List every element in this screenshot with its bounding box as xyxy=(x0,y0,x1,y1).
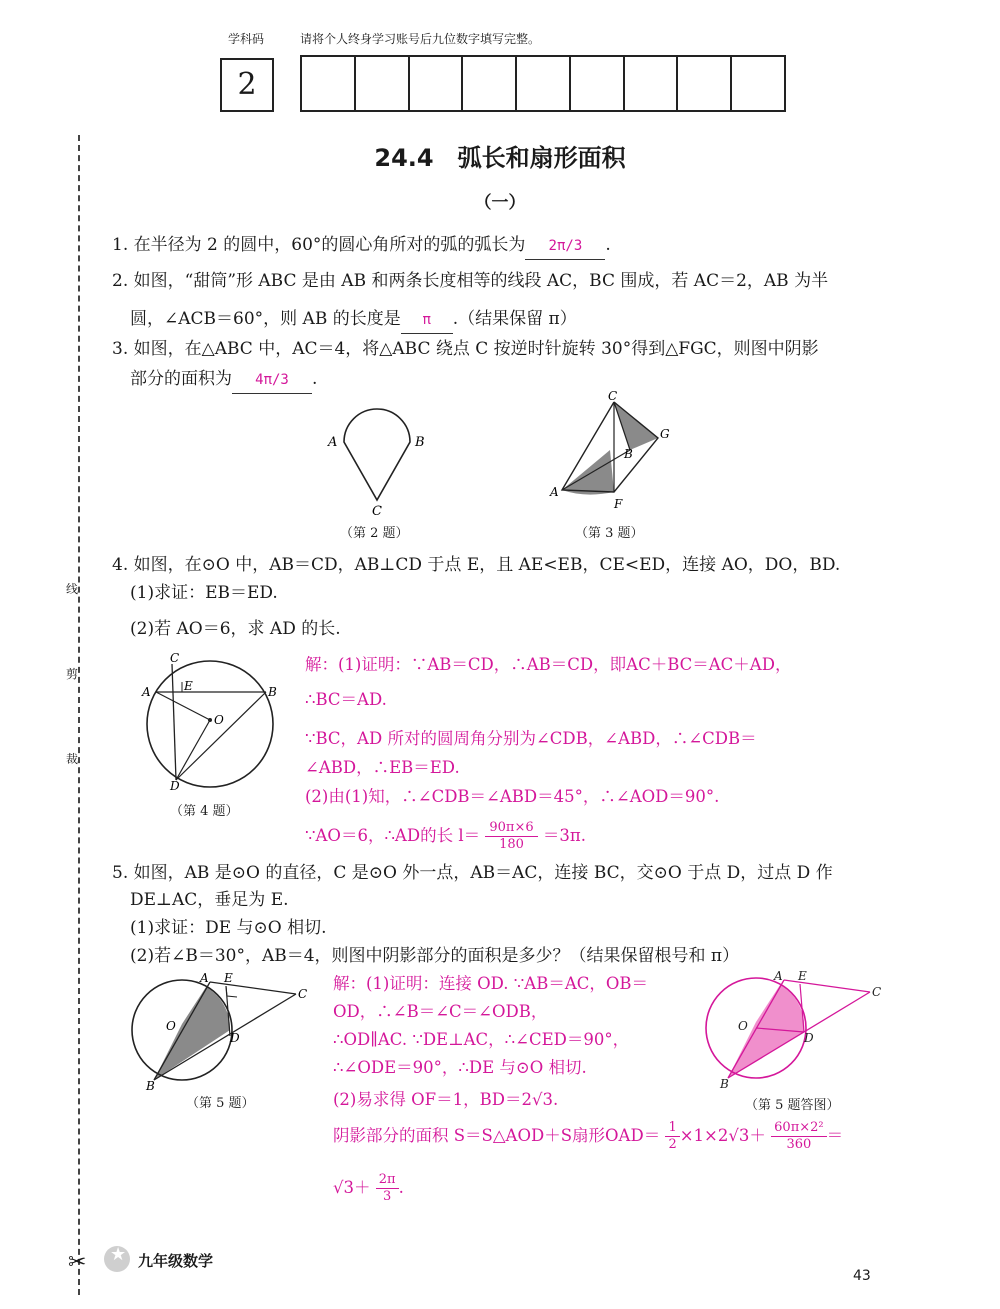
account-digit-box[interactable] xyxy=(571,57,625,110)
fig2-label-a: A xyxy=(328,435,338,450)
subject-code-box: 2 xyxy=(220,58,274,112)
subject-code-label: 学科码 xyxy=(228,32,265,46)
fig5ans-label-e: E xyxy=(798,970,807,983)
margin-mark-trim: 裁 xyxy=(66,752,79,766)
solution-5-sqrt: √3＋ xyxy=(333,1178,371,1197)
fig5-shaded xyxy=(154,987,230,1080)
fig3-label-c: C xyxy=(608,390,618,403)
solution-5-line1: 解：(1)证明：连接 OD. ∵AB＝AC，OB＝ xyxy=(333,974,649,993)
fig4-label-a: A xyxy=(142,685,151,699)
question-4-line1: 4. 如图，在⊙O 中，AB＝CD，AB⊥CD 于点 E，且 AE<EB，CE<ED，连接 AO，DO，BD. xyxy=(112,555,841,575)
fig5ans-label-a: A xyxy=(774,970,783,983)
solution-4-line6 xyxy=(305,820,586,853)
fig5-ac xyxy=(210,982,296,994)
solution-5-line2: OD，∴∠B＝∠C＝∠ODB， xyxy=(333,1002,548,1021)
footer-grade: 九年级数学 xyxy=(138,1252,214,1270)
fig5ans-ac xyxy=(784,980,870,992)
figure-5-answer-caption: （第 5 题答图） xyxy=(745,1098,840,1113)
scissors-icon: ✂ xyxy=(68,1250,87,1275)
solution-4-result: ＝3π. xyxy=(542,826,586,845)
page-title: 24.4 弧长和扇形面积 xyxy=(374,144,626,172)
half-numerator: 1 xyxy=(665,1120,679,1137)
final-numerator: 2π xyxy=(376,1172,399,1189)
figure-3 xyxy=(540,390,680,520)
sector-numerator: 60π×2² xyxy=(771,1120,826,1137)
question-2-text: 圆，∠ACB＝60°，则 AB 的长度是 xyxy=(130,309,401,329)
question-1-answer: 2π/3 xyxy=(525,233,605,260)
margin-mark-cut: 剪 xyxy=(66,667,79,681)
fig5-label-c: C xyxy=(298,987,308,1001)
fig4-cd xyxy=(172,664,176,780)
fig4-label-o: O xyxy=(214,713,224,727)
fig5ans-label-d: D xyxy=(804,1031,814,1045)
solution-5-half xyxy=(665,1120,679,1153)
account-digit-box[interactable] xyxy=(356,57,410,110)
account-digit-box[interactable] xyxy=(410,57,464,110)
margin-mark-line: 线 xyxy=(66,582,79,596)
question-5-part1: (1)求证：DE 与⊙O 相切. xyxy=(130,918,327,938)
fig3-label-b: B xyxy=(624,447,633,461)
page-number: 43 xyxy=(853,1268,871,1284)
solution-5-line6 xyxy=(333,1120,843,1153)
fig4-do xyxy=(176,720,210,780)
question-2-note: .（结果保留 π） xyxy=(452,309,577,329)
solution-5-equals: ＝ xyxy=(826,1126,844,1145)
fig3-label-g: G xyxy=(660,427,670,441)
fig5-label-d: D xyxy=(230,1031,240,1045)
solution-5-line7 xyxy=(333,1172,404,1205)
account-digit-box[interactable] xyxy=(678,57,732,110)
account-number-boxes[interactable] xyxy=(300,55,786,112)
fig4-ao xyxy=(156,692,210,720)
solution-4-line4: ∠ABD，∴EB＝ED. xyxy=(305,758,460,777)
solution-4-line1: 解：(1)证明：∵AB＝CD，∴AB＝CD，即AC＋BC＝AC＋AD， xyxy=(305,655,792,674)
fig2-label-b: B xyxy=(415,435,425,450)
question-1-text: 1. 在半径为 2 的圆中，60°的圆心角所对的弧的弧长为 xyxy=(112,235,526,255)
question-5-line1: 5. 如图，AB 是⊙O 的直径，C 是⊙O 外一点，AB＝AC，连接 BC，交⊙O 于点 D，过点 D 作 xyxy=(112,863,833,883)
fig4-label-d: D xyxy=(170,779,180,790)
fig2-label-c: C xyxy=(372,504,382,519)
figure-5 xyxy=(126,972,326,1092)
fig5-label-b: B xyxy=(146,1079,155,1092)
fig5ans-label-b: B xyxy=(720,1077,729,1090)
fraction-numerator: 90π×6 xyxy=(485,820,537,837)
account-digit-box[interactable] xyxy=(517,57,571,110)
cone-shape xyxy=(344,409,410,500)
fig4-label-c: C xyxy=(170,651,180,665)
solution-5-period: . xyxy=(398,1178,404,1197)
fig4-bd xyxy=(176,692,266,780)
account-digit-box[interactable] xyxy=(463,57,517,110)
fraction-denominator: 180 xyxy=(499,837,524,852)
solution-4-line6-text: ∵AO＝6，∴AD的长 l＝ xyxy=(305,826,481,845)
question-3-line1: 3. 如图，在△ABC 中，AC＝4，将△ABC 绕点 C 按逆时针旋转 30°得到△FGC，则图中阴影 xyxy=(112,339,819,359)
fig3-shaded-lower xyxy=(562,450,614,495)
figure-4-caption: （第 4 题） xyxy=(170,804,239,819)
question-4-part2: (2)若 AO＝6，求 AD 的长. xyxy=(130,619,341,639)
fig4-label-b: B xyxy=(268,685,277,699)
question-2-answer: π xyxy=(401,307,453,334)
question-1-end: . xyxy=(605,235,611,255)
question-1 xyxy=(112,232,611,260)
question-5-part2: (2)若∠B＝30°，AB＝4，则图中阴影部分的面积是多少？（结果保留根号和 π） xyxy=(130,946,740,966)
half-denominator: 2 xyxy=(668,1137,677,1152)
question-5-line2: DE⊥AC，垂足为 E. xyxy=(130,890,289,910)
solution-5-final-fraction xyxy=(376,1172,399,1205)
figure-5-caption: （第 5 题） xyxy=(186,1096,255,1111)
account-digit-box[interactable] xyxy=(625,57,679,110)
page-subtitle: （一） xyxy=(474,193,526,213)
figure-2-caption: （第 2 题） xyxy=(340,526,409,541)
solution-4-line5: (2)由(1)知，∴∠CDB＝∠ABD＝45°，∴∠AOD＝90°. xyxy=(305,787,720,806)
account-digit-box[interactable] xyxy=(302,57,356,110)
solution-4-line3: ∵BC，AD 所对的圆周角分别为∠CDB，∠ABD，∴∠CDB＝ xyxy=(305,729,757,748)
fig5ans-label-c: C xyxy=(872,985,882,999)
solution-5-line4: ∴∠ODE＝90°，∴DE 与⊙O 相切. xyxy=(333,1058,587,1077)
question-2-line1: 2. 如图，“甜筒”形 ABC 是由 AB 和两条长度相等的线段 AC，BC 围成，若 AC＝2，AB 为半 xyxy=(112,271,829,291)
question-3-end: . xyxy=(312,369,318,389)
fig4-circle xyxy=(147,661,273,787)
sector-denominator: 360 xyxy=(786,1137,812,1152)
final-denominator: 3 xyxy=(383,1189,392,1204)
question-3-line2 xyxy=(130,366,317,394)
fig5ans-label-o: O xyxy=(738,1019,748,1033)
solution-4-line2: ∴BC＝AD. xyxy=(305,690,387,709)
solution-5-term: ×1×2√3＋ xyxy=(679,1126,766,1145)
star-icon: ★ xyxy=(110,1244,127,1265)
figure-2 xyxy=(320,400,440,530)
figure-3-caption: （第 3 题） xyxy=(575,526,644,541)
solution-5-line3: ∴OD∥AC. ∵DE⊥AC，∴∠CED＝90°， xyxy=(333,1030,630,1049)
fig5-label-e: E xyxy=(224,972,233,985)
figure-5-answer xyxy=(700,970,900,1090)
fig5-bc xyxy=(154,994,296,1080)
question-4-part1: (1)求证：EB＝ED. xyxy=(130,583,278,603)
solution-5-sector-fraction xyxy=(771,1120,826,1153)
fig3-label-f: F xyxy=(614,497,623,511)
account-digit-box[interactable] xyxy=(732,57,784,110)
question-3-answer: 4π/3 xyxy=(232,367,312,394)
question-3-text: 部分的面积为 xyxy=(130,369,232,389)
fig5-label-o: O xyxy=(166,1019,176,1033)
solution-5-line5: (2)易求得 OF＝1，BD＝2√3. xyxy=(333,1090,559,1109)
fig3-shaded-upper xyxy=(614,402,658,450)
solution-5-line6-text: 阴影部分的面积 S＝S△AOD＋S扇形OAD＝ xyxy=(333,1126,661,1145)
fig4-label-e: E xyxy=(184,679,193,693)
fig5-right-angle xyxy=(226,986,237,997)
figure-4 xyxy=(136,650,286,790)
question-2-line2 xyxy=(130,306,577,334)
cut-line xyxy=(78,135,80,1295)
instruction-text: 请将个人终身学习账号后九位数字填写完整。 xyxy=(300,32,541,46)
fig4-center xyxy=(208,718,212,722)
fig3-label-a: A xyxy=(550,485,559,499)
fig5-label-a: A xyxy=(200,972,209,985)
solution-4-fraction xyxy=(485,820,537,853)
